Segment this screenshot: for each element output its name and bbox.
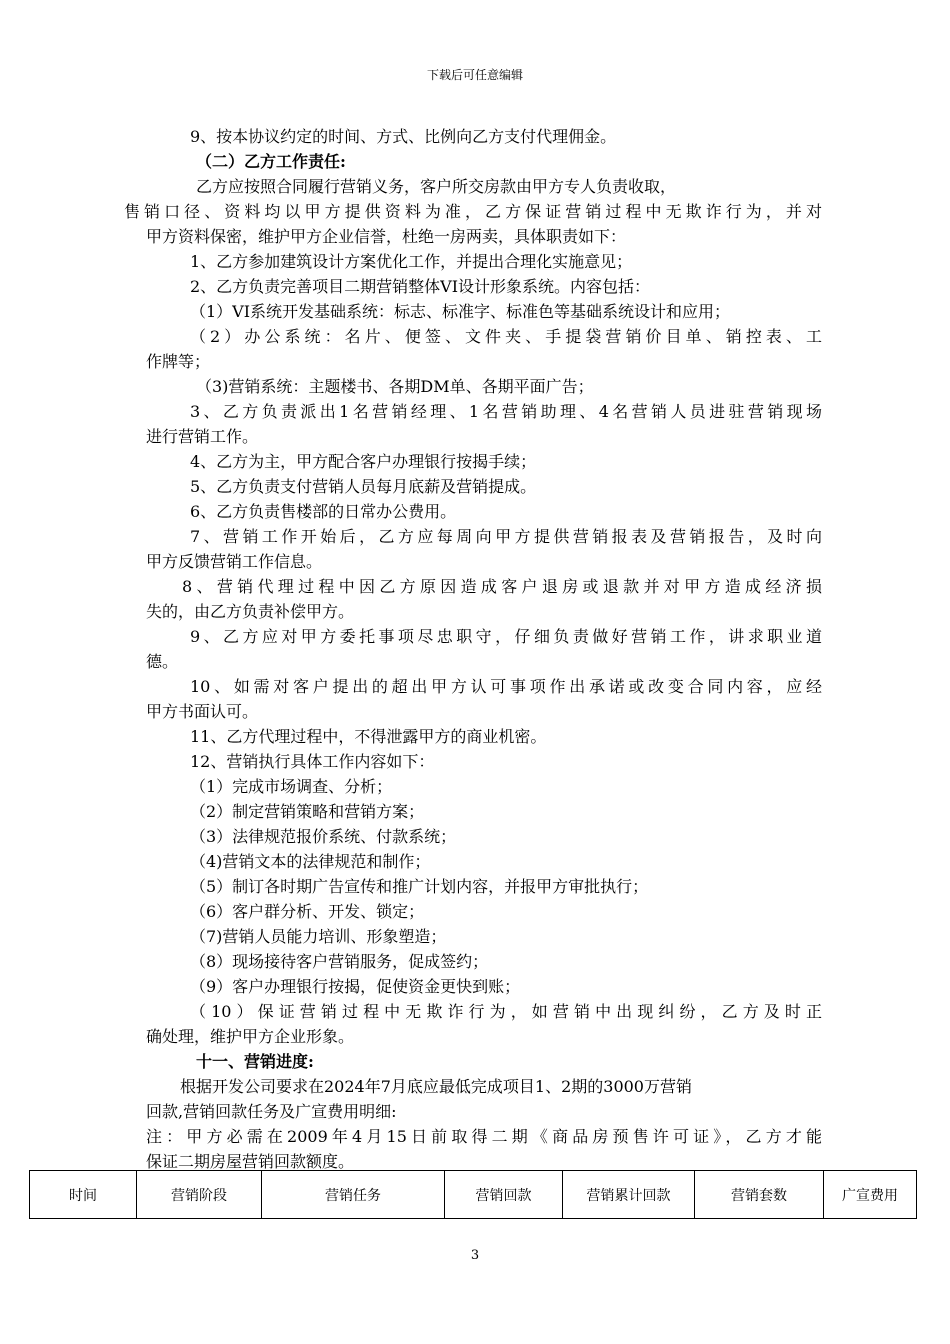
table-header-cell: 时间 bbox=[30, 1171, 137, 1219]
schedule-table bbox=[29, 1170, 917, 1219]
text-line: （2）办公系统：名片、便签、文件夹、手提袋营销价目单、销控表、工 bbox=[190, 327, 822, 346]
text-line: 9、乙方应对甲方委托事项尽忠职守，仔细负责做好营销工作，讲求职业道 bbox=[190, 627, 822, 646]
section-heading: （二）乙方工作责任: bbox=[196, 152, 346, 171]
text-line: （3）法律规范报价系统、付款系统； bbox=[190, 827, 457, 846]
table-header-cell: 营销套数 bbox=[695, 1171, 824, 1219]
table-header-cell: 营销任务 bbox=[262, 1171, 445, 1219]
text-line: 12、营销执行具体工作内容如下： bbox=[190, 752, 435, 771]
text-line: （1）完成市场调查、分析； bbox=[190, 777, 393, 796]
text-line: （7)营销人员能力培训、形象塑造； bbox=[190, 927, 447, 946]
text-line: 9、按本协议约定的时间、方式、比例向乙方支付代理佣金。 bbox=[190, 127, 617, 146]
text-line: 甲方书面认可。 bbox=[146, 702, 259, 721]
text-line: 乙方应按照合同履行营销义务，客户所交房款由甲方专人负责收取， bbox=[196, 177, 677, 196]
text-line: 1、乙方参加建筑设计方案优化工作，并提出合理化实施意见； bbox=[190, 252, 633, 271]
text-line: 4、乙方为主，甲方配合客户办理银行按揭手续； bbox=[190, 452, 537, 471]
text-line: 确处理，维护甲方企业形象。 bbox=[146, 1027, 355, 1046]
text-line: （9）客户办理银行按揭，促使资金更快到账； bbox=[190, 977, 521, 996]
page-header: 下载后可任意编辑 bbox=[426, 68, 523, 82]
text-line: 作牌等； bbox=[146, 352, 211, 371]
table-header-cell: 营销回款 bbox=[445, 1171, 563, 1219]
text-line: 10、如需对客户提出的超出甲方认可事项作出承诺或改变合同内容，应经 bbox=[190, 677, 822, 696]
text-line: （4)营销文本的法律规范和制作； bbox=[190, 852, 431, 871]
text-line: （5）制订各时期广告宣传和推广计划内容，并报甲方审批执行； bbox=[190, 877, 649, 896]
text-line: 6、乙方负责售楼部的日常办公费用。 bbox=[190, 502, 457, 521]
text-line: 8、营销代理过程中因乙方原因造成客户退房或退款并对甲方造成经济损 bbox=[182, 577, 822, 596]
text-line: 进行营销工作。 bbox=[146, 427, 259, 446]
text-line: 甲方反馈营销工作信息。 bbox=[146, 552, 323, 571]
text-line: 根据开发公司要求在2024年7月底应最低完成项目1、2期的3000万营销 bbox=[180, 1077, 692, 1096]
text-line: 11、乙方代理过程中，不得泄露甲方的商业机密。 bbox=[190, 727, 547, 746]
text-line: 售销口径、资料均以甲方提供资料为准，乙方保证营销过程中无欺诈行为，并对 bbox=[124, 202, 822, 221]
text-line: （3)营销系统：主题楼书、各期DM单、各期平面广告； bbox=[196, 377, 594, 396]
table-header-cell: 营销累计回款 bbox=[563, 1171, 695, 1219]
text-line: （2）制定营销策略和营销方案； bbox=[190, 802, 425, 821]
text-line: （10）保证营销过程中无欺诈行为，如营销中出现纠纷，乙方及时正 bbox=[190, 1002, 822, 1021]
table-header-cell: 广宣费用 bbox=[824, 1171, 917, 1219]
text-line: 注：甲方必需在2009年4月15日前取得二期《商品房预售许可证》，乙方才能 bbox=[146, 1127, 822, 1146]
table-header-row bbox=[30, 1171, 917, 1219]
text-line: 失的，由乙方负责补偿甲方。 bbox=[146, 602, 355, 621]
text-line: 保证二期房屋营销回款额度。 bbox=[146, 1152, 355, 1171]
section-heading: 十一、营销进度: bbox=[196, 1052, 314, 1071]
text-line: 5、乙方负责支付营销人员每月底薪及营销提成。 bbox=[190, 477, 537, 496]
text-line: 2、乙方负责完善项目二期营销整体VI设计形象系统。内容包括： bbox=[190, 277, 651, 296]
text-line: （8）现场接待客户营销服务，促成签约； bbox=[190, 952, 489, 971]
document-body bbox=[124, 124, 822, 1174]
table-header-cell: 营销阶段 bbox=[137, 1171, 262, 1219]
text-line: 德。 bbox=[146, 652, 179, 671]
text-line: 回款,营销回款任务及广宣费用明细: bbox=[146, 1102, 397, 1121]
page-number: 3 bbox=[470, 1248, 480, 1263]
text-line: 甲方资料保密，维护甲方企业信誉，杜绝一房两卖，具体职责如下： bbox=[146, 227, 627, 246]
text-line: （1）VI系统开发基础系统：标志、标准字、标准色等基础系统设计和应用； bbox=[190, 302, 731, 321]
text-line: （6）客户群分析、开发、锁定； bbox=[190, 902, 425, 921]
text-line: 7、营销工作开始后，乙方应每周向甲方提供营销报表及营销报告，及时向 bbox=[190, 527, 822, 546]
text-line: 3、乙方负责派出1名营销经理、1名营销助理、4名营销人员进驻营销现场 bbox=[190, 402, 822, 421]
